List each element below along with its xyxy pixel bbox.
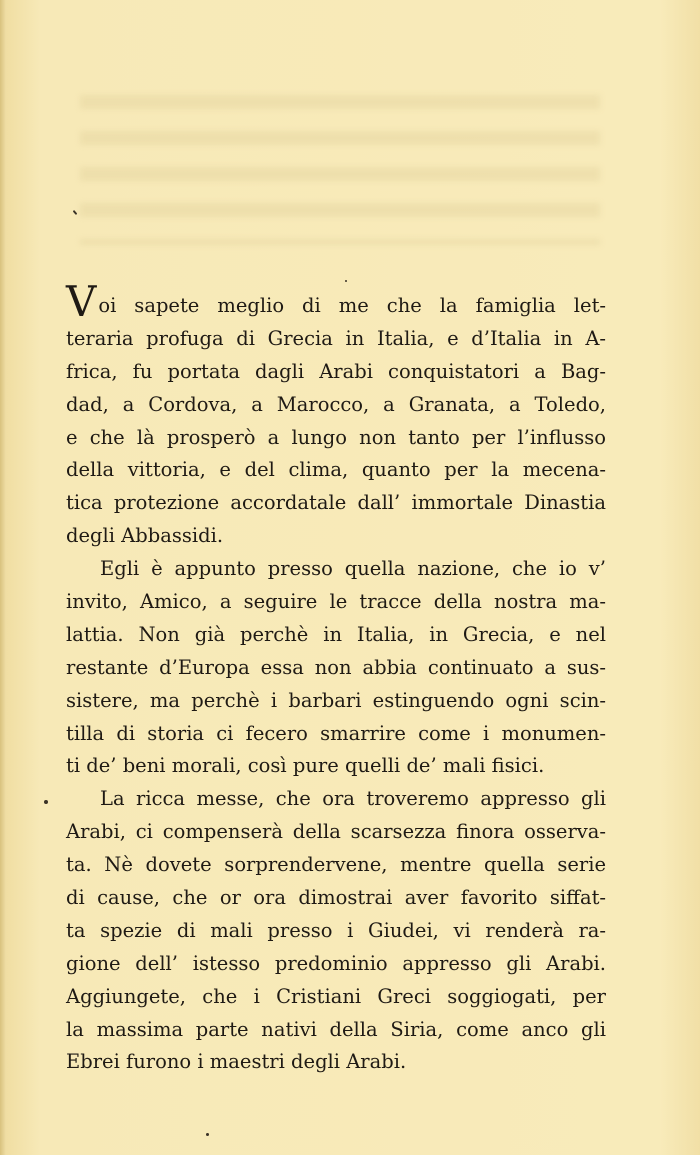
- text-line: ti de’ beni morali, così pure quelli de’ mali fisici.: [66, 754, 545, 778]
- text-line: e che là prosperò a lungo non tanto per l’influsso: [66, 425, 606, 449]
- page-gutter: [0, 0, 6, 1155]
- text-line: lattia. Non già perchè in Italia, in Grecia, e nel: [66, 622, 606, 646]
- text-line: restante d’Europa essa non abbia continuato a sus-: [66, 655, 606, 679]
- text-line: Ebrei furono i maestri degli Arabi.: [66, 1050, 407, 1074]
- drop-cap: V: [66, 277, 97, 326]
- text-line: dad, a Cordova, a Marocco, a Granata, a Toledo,: [66, 392, 606, 416]
- body-text: [66, 277, 606, 1079]
- text-line: La ricca messe, che ora troveremo appresso gli: [100, 787, 606, 811]
- text-line: tilla di storia ci fecero smarrire come i monumen-: [66, 721, 606, 745]
- ink-speck: [345, 280, 347, 282]
- ink-speck: [73, 210, 78, 215]
- paragraph-2: [66, 553, 606, 783]
- bleed-through-text: [80, 95, 600, 245]
- text-line: Voi sapete meglio di me che la famiglia let-: [66, 277, 606, 326]
- ink-speck: [44, 800, 48, 804]
- text-line: la massima parte nativi della Siria, come anco gli: [66, 1017, 606, 1041]
- text-line: frica, fu portata dagli Arabi conquistatori a Bag-: [66, 359, 606, 383]
- text-line: ta. Nè dovete sorprendervene, mentre quella serie: [66, 853, 606, 877]
- paragraph-1: [66, 277, 606, 553]
- text-line: degli Abbassidi.: [66, 524, 224, 548]
- text-line: teraria profuga di Grecia in Italia, e d’Italia in A-: [66, 326, 606, 350]
- text-line: tica protezione accordatale dall’ immortale Dinastia: [66, 491, 606, 515]
- text-line: Egli è appunto presso quella nazione, che io v’: [100, 557, 606, 581]
- text-line: della vittoria, e del clima, quanto per la mecena-: [66, 458, 606, 482]
- text-line: Aggiungete, che i Cristiani Greci soggiogati, per: [66, 984, 606, 1008]
- paragraph-3: [66, 783, 606, 1079]
- text-line: di cause, che or ora dimostrai aver favorito siffat-: [66, 886, 606, 910]
- text-line: sistere, ma perchè i barbari estinguendo ogni scin-: [66, 688, 606, 712]
- text-line: gione dell’ istesso predominio appresso gli Arabi.: [66, 951, 606, 975]
- ink-speck: [206, 1133, 209, 1136]
- text-line: invito, Amico, a seguire le tracce della nostra ma-: [66, 590, 606, 614]
- text-line: ta spezie di mali presso i Giudei, vi renderà ra-: [66, 918, 606, 942]
- text-line: Arabi, ci compenserà della scarsezza finora osserva-: [66, 820, 606, 844]
